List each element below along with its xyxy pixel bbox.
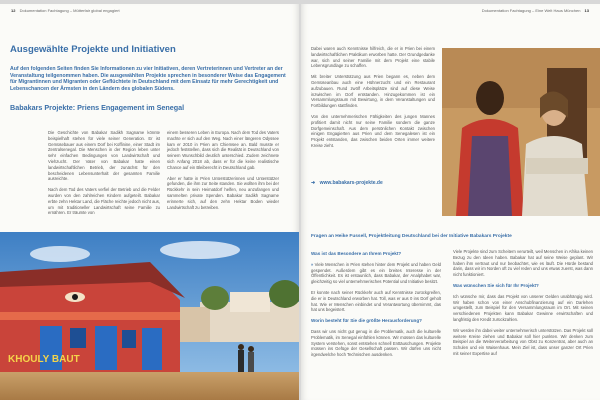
page-number-left: 12 (11, 8, 16, 13)
answer-paragraph: Er konnte nach seiner Rückkehr auch auf Kenntnisse zurückgreifen, die er in Deutschland erworben hat. Toll, was er aus 0 ins Dorf geholt hat. Wie er Menschen einbindet und Verantwortung übernimmt, das hat uns begeistert. (311, 289, 441, 313)
answer-paragraph: Ich wünsche mir, dass das Projekt von unserer Gelden unabhängig wird. Wir haben schon von einer Anschubfinanzierung auf ein Darlehen umgestellt, zum Beispiel für den Versammlungsraum im Ort. Mit seinen verschiedenen Projekten kann Babakar Gewinne erwirtschaften und langfristig den Kredit zurückzahlen. (453, 293, 593, 322)
arrow-right-icon: ➜ (311, 180, 316, 186)
shop-sign-text: KHOULY BAUT (8, 354, 80, 365)
question-2: Worin besteht für Sie die größte Herausforderung? (311, 318, 422, 324)
left-page (0, 4, 299, 400)
answer-paragraph: Dass wir uns nicht gut genug in die Problematik, auch die kulturelle Problematik, im Senegal einfühlen können. Wir müssen das kulturelle System verstehen, sonst entstehen schnell Enttäuschungen. Projekte müssen ins Gefüge der Gesellschaft passen. Wir dürfen uns nicht irgendwelche hoch Technischen ausdenken. (311, 328, 441, 358)
left-column-1 (48, 130, 160, 221)
section-title: Ausgewählte Projekte und Initiativen (10, 44, 176, 55)
body-paragraph: einem besseren Leben in Europa. Nach dem Tod des Vaters machte er sich auf den Weg. Nach einer längeren Odyssee kam er 2010 in Prien am Chiemsee an. Bald musste er jedoch feststellen, dass sich die Realität in Deutschland von seinem Wunschbild deutlich unterschied. Zudem zeichnete sich Anfang 2018 ab, dass er für die keine realistische Chance auf ein Bleiberecht in Deutschland gab. (167, 130, 279, 170)
interview-column-2 (453, 249, 593, 362)
arrow-right-icon: » (311, 261, 315, 267)
body-paragraph: Die Geschichte von Babakar Sadikh Sagname könnte beispielhaft stehen für viele seiner Generation. Er ist Gemüsebauer aus einem Dorf bei Koffinine, einer Stadt im Zentralsenegal. Die Menschen in der Region leben unter sehr einfachen Bedingungen von Landwirtschaft und Viehzucht. Der Vater von Babakar hatte einen landwirtschaftlichen Betrieb, der zunächst für den bescheidenen Lebensunterhalt der gesamten Familie ausreichte. (48, 130, 160, 182)
interview-heading: Fragen an Heike Fussell, Projektleitung Deutschland bei der Initiative Babakars Projekte (311, 234, 512, 239)
village-street-photo (0, 232, 299, 400)
interview-column-1 (311, 249, 441, 363)
body-paragraph: Nach dem Tod des Vaters verfiel der Betrieb und die Felder wurden von den zahlreichen Kindern aufgeteilt. Babakar erbte zehn Hektar Land, die Fläche reichte jedoch nicht aus, um mit traditioneller Landwirtschaft seine Familie zu ernähren. Er träumte von (48, 187, 160, 216)
portrait-photo (442, 48, 600, 216)
weblink-text: www.babakars-projekte.de (319, 180, 383, 186)
answer-paragraph: Viele Projekte sind zum Scheitern verurteilt, weil Menschen in Afrika keinen Bezug zu den Ideen haben. Babakar hat auf seine Weise geplant. Wir haben ihm vertraut und nur beobachtet, wie es läuft. Die Hürde bestand darin, dass wir im Norden oft zu viel reden und uns etwas zuerst, was dann nicht funktioniert. (453, 249, 593, 278)
question-3: Was wünschen Sie sich für Ihr Projekt? (453, 282, 539, 288)
running-head-left (8, 8, 120, 13)
answer-paragraph: Wir werden ihn dabei weiter unternehmerisch unterstützen. Das Projekt soll weitere Kreise ziehen und Babakar soll hier punkten. Wir denken zum Beispiel an die Weiterverarbeitung von Obst zu Konzentrat, aber auch an Schulen und ein Waisenhaus. Mein Ziel ist, dass unser ganzer Ort Prien mit seiner Expertise auf (453, 327, 593, 356)
body-paragraph: Aber er hatte in Prien Unterstützerinnen und Unterstützer gefunden, die ihm zur Seite standen. Sie wollten ihm bei der Rückkehr in sein Heimatdorf helfen, neu anzufangen und sammelten private Spenden. Babakar Sadikh Sagname erinnerte sich, auf den zehn Hektar Boden wieder Landwirtschaft zu betreiben. (167, 175, 279, 210)
portrait-illustration (442, 48, 600, 216)
left-column-2 (167, 130, 279, 215)
body-paragraph: Dabei waren auch Kenntnisse hilfreich, die er in Prien bei einem landwirtschaftlichen Praktikum erworben hatte. Der Grundgedanke war, sich und seiner Familie mit dem Projekt eine stabile Lebensgrundlage zu schaffen. (311, 46, 435, 69)
body-paragraph: Von den unternehmerischen Fähigkeiten des jungen Mannes profitiert damit nicht nur seine Familie sondern die ganze Dorfgemeinschaft. Aus dem persönlichen Kontakt zwischen einigen Engagierten aus Prien und dem Senegalesen ist ein Projekt entstanden, das zwischen beiden Orten immer weitere Kreise zieht. (311, 113, 435, 148)
answer-text: Viele Menschen in Prien stehen hinter dem Projekt und haben Geld gespendet. Außerdem gibt es ein breites Interesse in der Öffentlichkeit. Es ist erstaunlich, dass Babakar, der Analphabet war, gleichzeitig so viel unternehmerisches Potential und Initiative besitzt. (311, 261, 441, 285)
running-head-text-right: Dokumentation Fachtagung – Eine Welt Haus München (481, 8, 581, 13)
village-street-illustration (0, 232, 299, 400)
body-paragraph: Mit breiter Unterstützung aus Prien begann es, neben dem Gemüseanbau auch eine Hühnerzucht und ein Restaurant aufzubauen. Rund zwölf Arbeitsplätze sind auf diese Weise inzwischen im Dorf entstanden. Hinzugekommen ist ein Versammlungsraum mit Bewirtung, in dem Veranstaltungen und Fortbildungen stattfinden. (311, 74, 435, 109)
running-head-right (482, 8, 592, 13)
page-number-right: 13 (584, 8, 589, 13)
intro-paragraph: Auf den folgenden Seiten finden Sie Informationen zu vier Initiativen, deren Vertreterinnen und Vertreter an der Veranstaltung teilgenommen haben. Die ausgewählten Projekte sprechen in besonderer Weise das Engagement für Migrantinnen und Migranten oder Geflüchtete in Deutschland mit dem Einsatz für mehr Gerechtigkeit und Lebenschancen der Ärmsten in den Ländern des globalen Südens. (10, 66, 286, 92)
right-column-top (311, 46, 435, 154)
project-title: Babakars Projekte: Priens Engagement im Senegal (10, 103, 185, 112)
running-head-text-left: Dokumentation Fachtagung – Mütterfair global engagiert (19, 8, 120, 13)
question-1: Was ist das Besondere an Ihrem Projekt? (311, 251, 402, 256)
project-weblink[interactable] (311, 180, 383, 186)
answer-paragraph (311, 262, 441, 285)
right-page (301, 4, 600, 400)
